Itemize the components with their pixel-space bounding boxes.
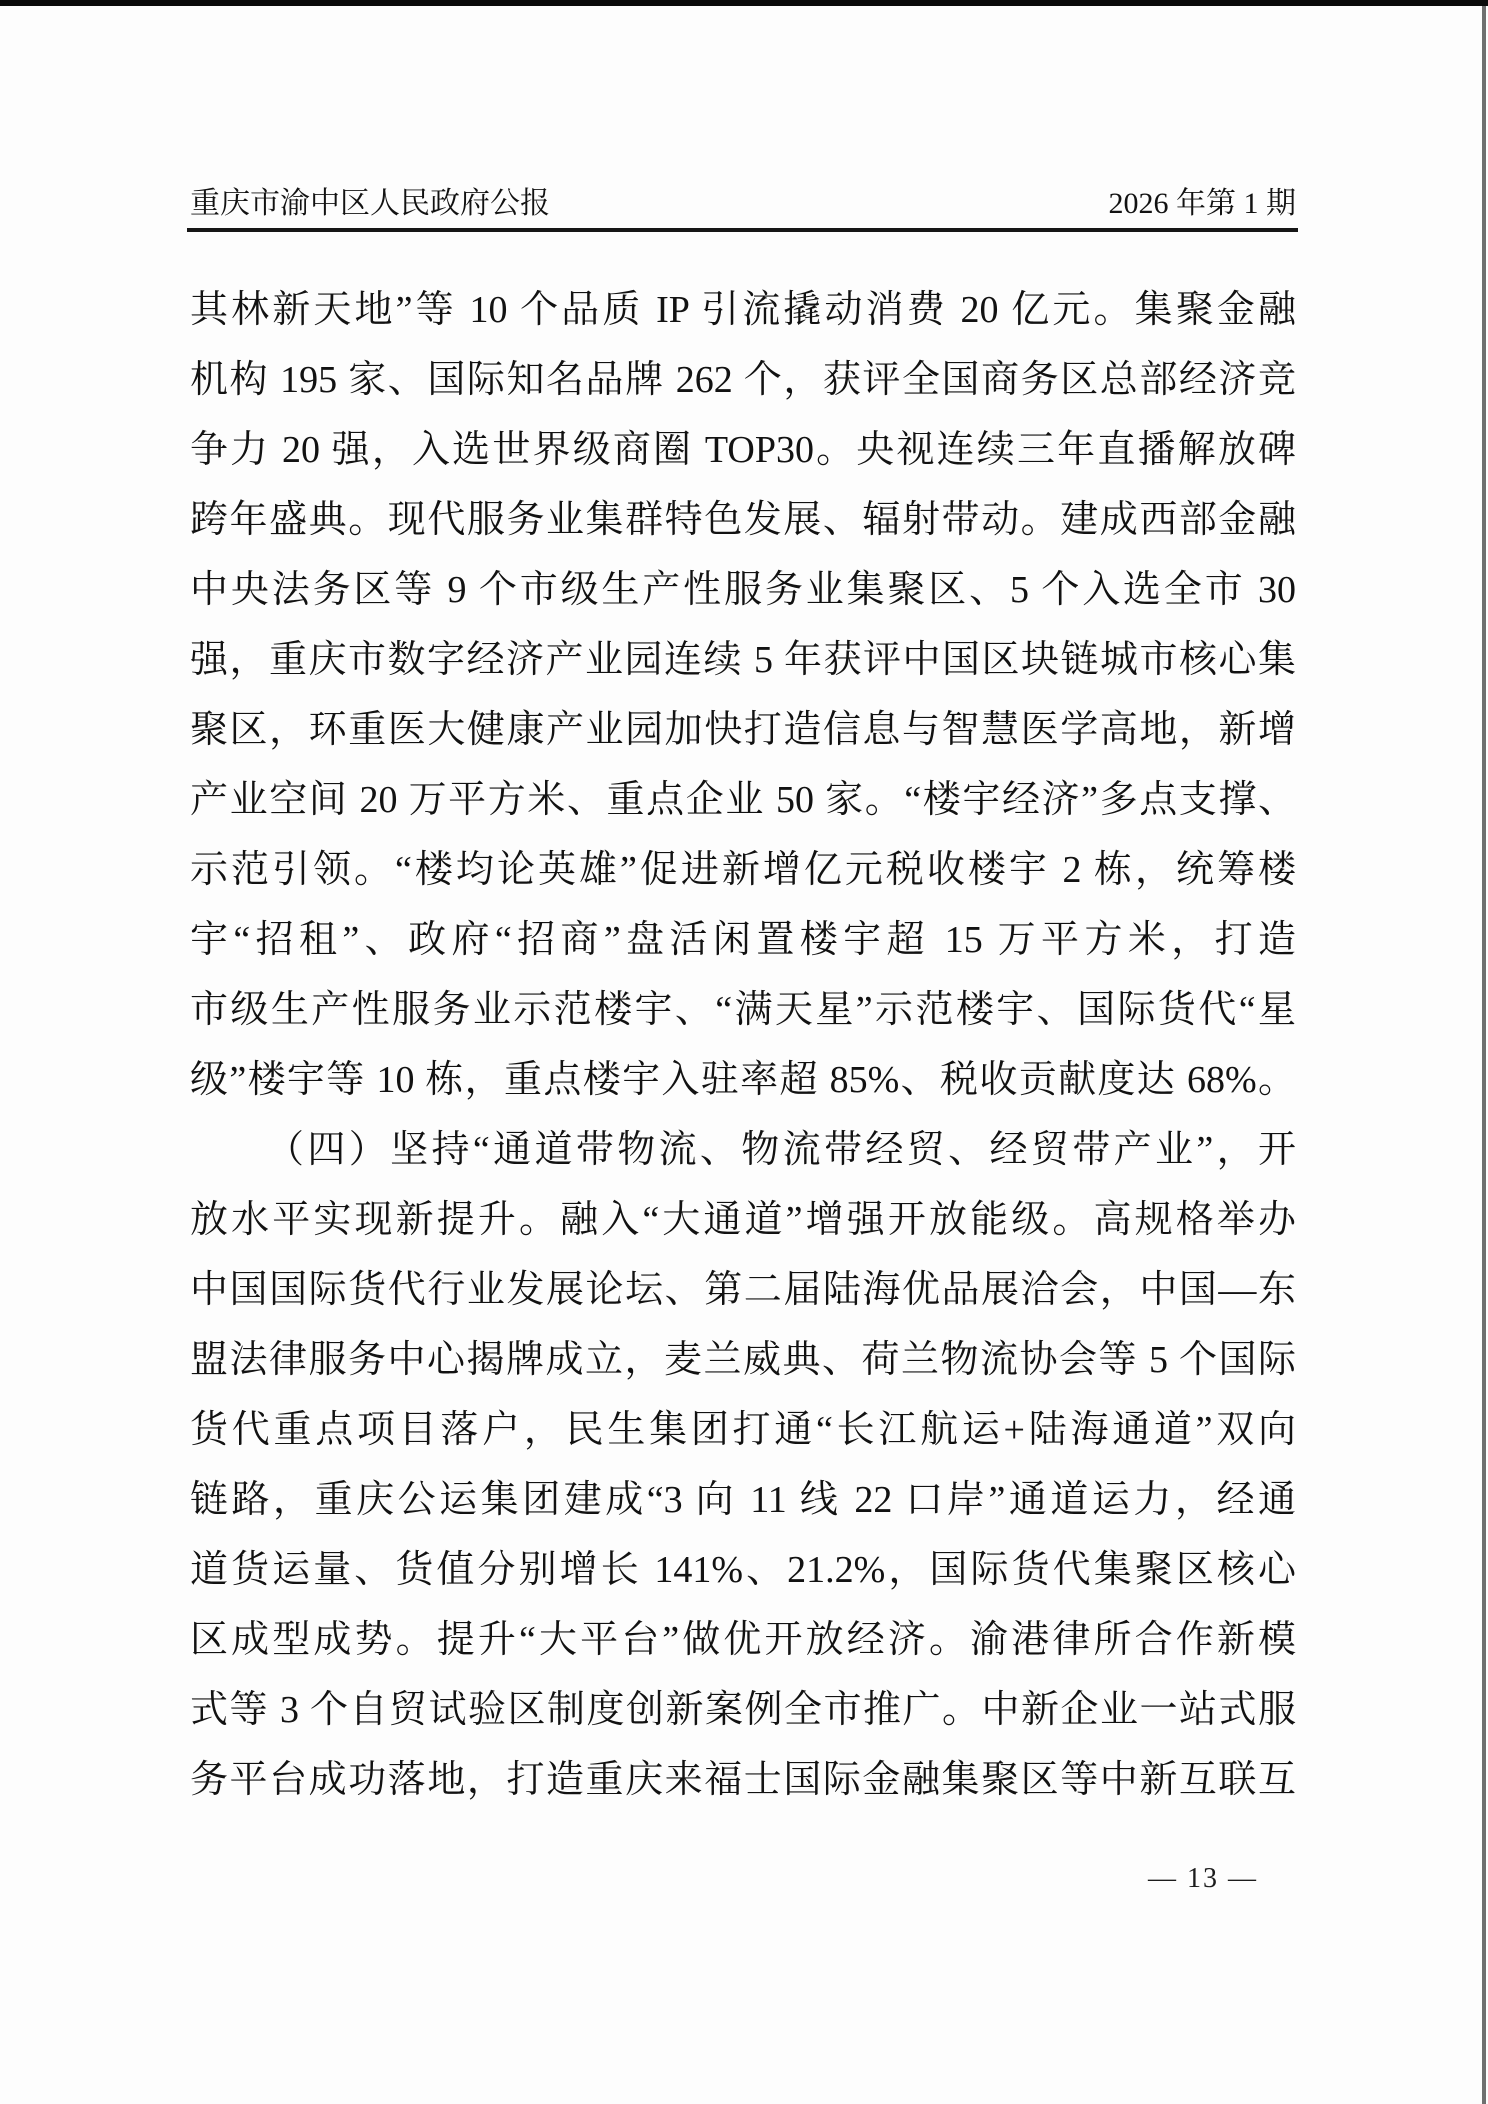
page-number: — 13 — xyxy=(1148,1863,1258,1894)
text-line: 级”楼宇等 10 栋，重点楼宇入驻率超 85%、税收贡献度达 68%。 xyxy=(190,1059,1296,1101)
text-line: 其林新天地”等 10 个品质 IP 引流撬动消费 20 亿元。集聚金融 xyxy=(190,289,1296,331)
header-rule xyxy=(187,228,1298,232)
text-line: 链路，重庆公运集团建成“3 向 11 线 22 口岸”通道运力，经通 xyxy=(190,1479,1296,1521)
gazette-title: 重庆市渝中区人民政府公报 xyxy=(190,187,550,220)
text-line: 盟法律服务中心揭牌成立，麦兰威典、荷兰物流协会等 5 个国际 xyxy=(190,1339,1296,1381)
text-line: 强，重庆市数字经济产业园连续 5 年获评中国区块链城市核心集 xyxy=(190,639,1296,681)
text-line: 中国国际货代行业发展论坛、第二届陆海优品展洽会，中国—东 xyxy=(190,1269,1296,1311)
text-line: 跨年盛典。现代服务业集群特色发展、辐射带动。建成西部金融 xyxy=(190,499,1296,541)
text-line: 中央法务区等 9 个市级生产性服务业集聚区、5 个入选全市 30 xyxy=(190,569,1296,611)
paragraph-section-4 xyxy=(190,1115,1296,1815)
text-line: 宇“招租”、政府“招商”盘活闲置楼宇超 15 万平方米，打造 xyxy=(190,919,1296,961)
paragraph-continuation xyxy=(190,275,1296,1115)
text-line: 争力 20 强，入选世界级商圈 TOP30。央视连续三年直播解放碑 xyxy=(190,429,1296,471)
scan-right-edge xyxy=(1482,6,1486,2104)
text-line: 区成型成势。提升“大平台”做优开放经济。渝港律所合作新模 xyxy=(190,1619,1296,1661)
text-line: 市级生产性服务业示范楼宇、“满天星”示范楼宇、国际货代“星 xyxy=(190,989,1296,1031)
text-line: 放水平实现新提升。融入“大通道”增强开放能级。高规格举办 xyxy=(190,1199,1296,1241)
issue-label: 2026 年第 1 期 xyxy=(1108,187,1296,220)
body-text xyxy=(190,275,1296,1815)
text-line: 聚区，环重医大健康产业园加快打造信息与智慧医学高地，新增 xyxy=(190,709,1296,751)
text-line: （四）坚持“通道带物流、物流带经贸、经贸带产业”，开 xyxy=(266,1129,1296,1171)
text-line: 货代重点项目落户，民生集团打通“长江航运+陆海通道”双向 xyxy=(190,1409,1296,1451)
text-line: 道货运量、货值分别增长 141%、21.2%，国际货代集聚区核心 xyxy=(190,1549,1296,1591)
text-line: 产业空间 20 万平方米、重点企业 50 家。“楼宇经济”多点支撑、 xyxy=(190,779,1296,821)
page-header xyxy=(190,186,1296,222)
text-line: 机构 195 家、国际知名品牌 262 个，获评全国商务区总部经济竞 xyxy=(190,359,1296,401)
text-line: 式等 3 个自贸试验区制度创新案例全市推广。中新企业一站式服 xyxy=(190,1689,1296,1731)
text-line: 务平台成功落地，打造重庆来福士国际金融集聚区等中新互联互 xyxy=(190,1759,1296,1801)
text-line: 示范引领。“楼均论英雄”促进新增亿元税收楼宇 2 栋，统筹楼 xyxy=(190,849,1296,891)
